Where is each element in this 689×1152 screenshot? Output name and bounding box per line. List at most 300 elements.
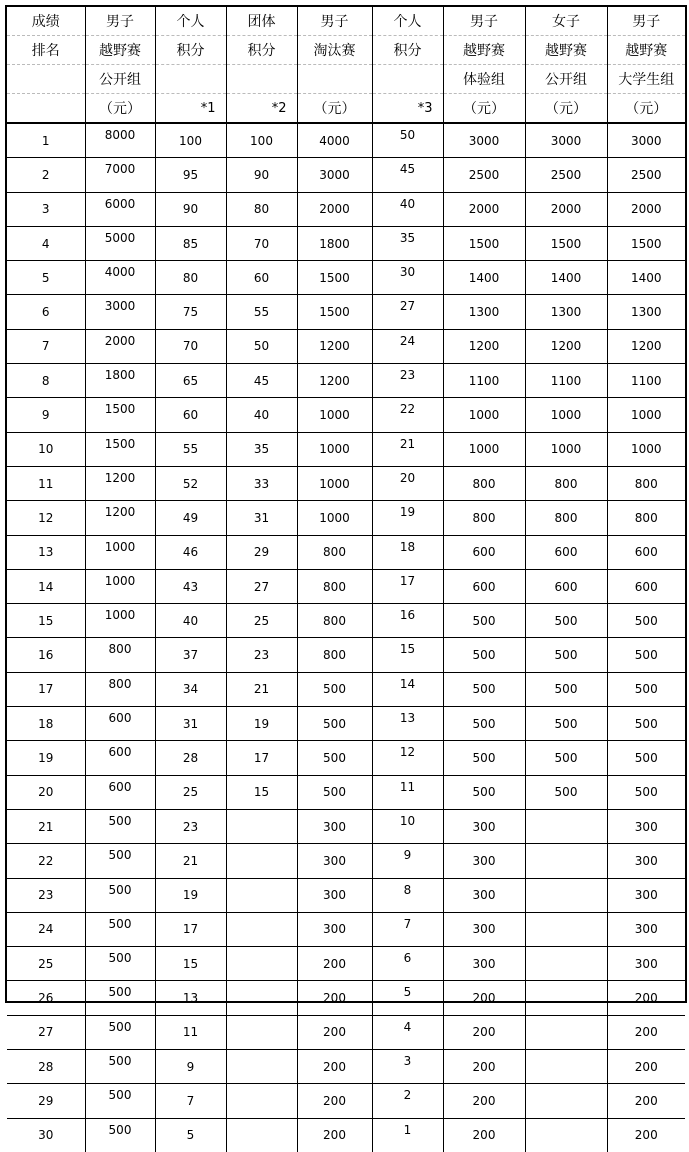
table-row [7, 432, 685, 466]
header-cell [7, 94, 85, 124]
value-cell: 200 [297, 1084, 372, 1118]
value-cell: 1200 [85, 501, 155, 535]
value-cell [226, 1084, 297, 1118]
value-cell: 15 [226, 775, 297, 809]
rank-cell: 10 [7, 432, 85, 466]
value-cell: 1500 [85, 432, 155, 466]
header-cell: 女子 [525, 7, 607, 36]
header-row [7, 94, 685, 124]
value-cell: 23 [226, 638, 297, 672]
value-cell: 1400 [607, 261, 685, 295]
value-cell: 37 [155, 638, 226, 672]
table-header [7, 7, 685, 123]
value-cell: 500 [525, 638, 607, 672]
table-row [7, 638, 685, 672]
value-cell: 1200 [297, 364, 372, 398]
value-cell: 800 [525, 466, 607, 500]
value-cell: 3000 [85, 295, 155, 329]
value-cell: 1200 [607, 329, 685, 363]
value-cell: 17 [226, 741, 297, 775]
value-cell: 22 [372, 398, 443, 432]
value-cell: 1000 [443, 398, 525, 432]
value-cell: 300 [443, 809, 525, 843]
header-cell: *3 [372, 94, 443, 124]
rank-cell: 26 [7, 981, 85, 1015]
value-cell: 45 [372, 158, 443, 192]
value-cell: 19 [372, 501, 443, 535]
rank-cell: 21 [7, 809, 85, 843]
table-row [7, 775, 685, 809]
value-cell: 11 [155, 1015, 226, 1049]
table-row [7, 123, 685, 158]
value-cell: 500 [297, 741, 372, 775]
value-cell: 1000 [525, 432, 607, 466]
value-cell [525, 912, 607, 946]
value-cell: 1400 [525, 261, 607, 295]
value-cell: 1000 [443, 432, 525, 466]
rank-cell: 19 [7, 741, 85, 775]
rank-cell: 7 [7, 329, 85, 363]
value-cell: 500 [85, 981, 155, 1015]
value-cell [226, 809, 297, 843]
value-cell: 16 [372, 604, 443, 638]
value-cell: 500 [85, 1050, 155, 1084]
value-cell: 3 [372, 1050, 443, 1084]
value-cell [226, 912, 297, 946]
value-cell: 2000 [443, 192, 525, 226]
rank-cell: 9 [7, 398, 85, 432]
value-cell: 19 [155, 878, 226, 912]
value-cell: 600 [607, 569, 685, 603]
header-cell: 男子 [607, 7, 685, 36]
value-cell: 4000 [85, 261, 155, 295]
value-cell: 40 [226, 398, 297, 432]
rank-cell: 22 [7, 844, 85, 878]
value-cell: 500 [607, 638, 685, 672]
value-cell: 600 [85, 707, 155, 741]
value-cell [226, 1015, 297, 1049]
value-cell: 3000 [607, 123, 685, 158]
header-row [7, 7, 685, 36]
rank-cell: 28 [7, 1050, 85, 1084]
value-cell: 29 [226, 535, 297, 569]
value-cell: 9 [372, 844, 443, 878]
rank-cell: 4 [7, 226, 85, 260]
header-cell: （元） [297, 94, 372, 124]
value-cell: 300 [607, 809, 685, 843]
rank-cell: 1 [7, 123, 85, 158]
value-cell: 4 [372, 1015, 443, 1049]
value-cell: 21 [155, 844, 226, 878]
value-cell: 500 [525, 672, 607, 706]
value-cell: 25 [155, 775, 226, 809]
value-cell: 45 [226, 364, 297, 398]
table-row [7, 844, 685, 878]
value-cell: 1500 [297, 261, 372, 295]
value-cell [525, 981, 607, 1015]
value-cell: 600 [443, 569, 525, 603]
value-cell: 800 [525, 501, 607, 535]
table-row [7, 707, 685, 741]
value-cell: 300 [443, 878, 525, 912]
value-cell: 25 [226, 604, 297, 638]
header-cell: 淘汰赛 [297, 36, 372, 65]
value-cell: 800 [85, 638, 155, 672]
table-row [7, 981, 685, 1015]
value-cell: 200 [297, 1118, 372, 1152]
value-cell: 300 [297, 844, 372, 878]
table-row [7, 192, 685, 226]
value-cell: 800 [297, 604, 372, 638]
value-cell: 1000 [525, 398, 607, 432]
header-cell [7, 65, 85, 94]
header-cell [372, 65, 443, 94]
value-cell: 500 [525, 775, 607, 809]
value-cell: 200 [297, 1050, 372, 1084]
header-cell: 越野赛 [443, 36, 525, 65]
rank-cell: 6 [7, 295, 85, 329]
value-cell: 35 [226, 432, 297, 466]
value-cell: 95 [155, 158, 226, 192]
header-cell: （元） [607, 94, 685, 124]
value-cell [525, 844, 607, 878]
value-cell: 600 [85, 775, 155, 809]
value-cell: 1200 [525, 329, 607, 363]
header-cell: 越野赛 [607, 36, 685, 65]
table-row [7, 604, 685, 638]
header-cell: 排名 [7, 36, 85, 65]
table-row [7, 947, 685, 981]
table-row [7, 1015, 685, 1049]
value-cell: 40 [155, 604, 226, 638]
value-cell: 1000 [85, 604, 155, 638]
table-row [7, 741, 685, 775]
value-cell: 20 [372, 466, 443, 500]
header-cell: （元） [85, 94, 155, 124]
header-cell: 团体 [226, 7, 297, 36]
value-cell: 80 [155, 261, 226, 295]
value-cell: 1000 [607, 432, 685, 466]
value-cell [525, 1050, 607, 1084]
value-cell: 800 [297, 569, 372, 603]
value-cell: 1200 [297, 329, 372, 363]
rank-cell: 20 [7, 775, 85, 809]
prize-table [5, 5, 687, 1143]
value-cell: 800 [607, 466, 685, 500]
table-row [7, 672, 685, 706]
header-cell: 大学生组 [607, 65, 685, 94]
value-cell: 300 [443, 947, 525, 981]
value-cell: 500 [443, 672, 525, 706]
rank-cell: 24 [7, 912, 85, 946]
rank-cell: 11 [7, 466, 85, 500]
value-cell: 27 [372, 295, 443, 329]
table-row [7, 569, 685, 603]
value-cell: 35 [372, 226, 443, 260]
value-cell: 500 [607, 604, 685, 638]
value-cell: 500 [297, 672, 372, 706]
value-cell: 200 [443, 1015, 525, 1049]
rank-cell: 18 [7, 707, 85, 741]
value-cell: 80 [226, 192, 297, 226]
value-cell: 200 [297, 947, 372, 981]
value-cell: 50 [226, 329, 297, 363]
value-cell: 600 [607, 535, 685, 569]
header-cell: 越野赛 [85, 36, 155, 65]
rank-cell: 17 [7, 672, 85, 706]
value-cell [226, 1050, 297, 1084]
rank-cell: 29 [7, 1084, 85, 1118]
value-cell: 23 [372, 364, 443, 398]
value-cell: 1500 [297, 295, 372, 329]
value-cell: 500 [85, 947, 155, 981]
value-cell: 200 [607, 1084, 685, 1118]
rank-cell: 16 [7, 638, 85, 672]
value-cell: 9 [155, 1050, 226, 1084]
value-cell [226, 947, 297, 981]
value-cell: 2000 [525, 192, 607, 226]
value-cell: 1200 [85, 466, 155, 500]
value-cell: 500 [297, 775, 372, 809]
value-cell: 1300 [443, 295, 525, 329]
value-cell: 200 [607, 1015, 685, 1049]
header-cell: 积分 [226, 36, 297, 65]
value-cell: 500 [85, 912, 155, 946]
rank-cell: 15 [7, 604, 85, 638]
value-cell: 500 [443, 604, 525, 638]
table-row [7, 329, 685, 363]
table-row [7, 226, 685, 260]
value-cell: 40 [372, 192, 443, 226]
value-cell: 13 [155, 981, 226, 1015]
value-cell: 12 [372, 741, 443, 775]
value-cell: 5 [372, 981, 443, 1015]
value-cell: 500 [607, 672, 685, 706]
value-cell: 52 [155, 466, 226, 500]
value-cell: 1000 [607, 398, 685, 432]
header-cell: （元） [525, 94, 607, 124]
value-cell: 1500 [443, 226, 525, 260]
value-cell: 70 [226, 226, 297, 260]
value-cell: 10 [372, 809, 443, 843]
value-cell: 7 [372, 912, 443, 946]
value-cell: 19 [226, 707, 297, 741]
value-cell: 200 [607, 981, 685, 1015]
table-row [7, 1050, 685, 1084]
value-cell: 100 [155, 123, 226, 158]
value-cell: 300 [297, 878, 372, 912]
value-cell: 21 [372, 432, 443, 466]
value-cell: 7000 [85, 158, 155, 192]
value-cell: 1100 [607, 364, 685, 398]
value-cell: 49 [155, 501, 226, 535]
value-cell: 500 [607, 775, 685, 809]
value-cell: 200 [443, 1084, 525, 1118]
header-cell: 男子 [297, 7, 372, 36]
value-cell: 200 [443, 1050, 525, 1084]
value-cell: 500 [85, 1015, 155, 1049]
rank-cell: 14 [7, 569, 85, 603]
value-cell [525, 1118, 607, 1152]
value-cell: 1800 [297, 226, 372, 260]
header-cell [155, 65, 226, 94]
value-cell: 1000 [297, 432, 372, 466]
rank-cell: 13 [7, 535, 85, 569]
value-cell: 600 [85, 741, 155, 775]
value-cell: 1 [372, 1118, 443, 1152]
value-cell: 300 [297, 912, 372, 946]
value-cell: 600 [525, 569, 607, 603]
value-cell [226, 981, 297, 1015]
header-cell: 积分 [372, 36, 443, 65]
value-cell: 28 [155, 741, 226, 775]
header-cell: （元） [443, 94, 525, 124]
rank-cell: 12 [7, 501, 85, 535]
value-cell: 18 [372, 535, 443, 569]
table-row [7, 912, 685, 946]
rank-cell: 23 [7, 878, 85, 912]
value-cell: 2000 [607, 192, 685, 226]
value-cell: 1800 [85, 364, 155, 398]
rank-cell: 25 [7, 947, 85, 981]
value-cell: 5 [155, 1118, 226, 1152]
header-cell: 体验组 [443, 65, 525, 94]
value-cell [226, 844, 297, 878]
value-cell: 34 [155, 672, 226, 706]
value-cell: 500 [85, 844, 155, 878]
value-cell: 1000 [297, 398, 372, 432]
value-cell: 300 [607, 844, 685, 878]
value-cell: 6 [372, 947, 443, 981]
value-cell: 24 [372, 329, 443, 363]
value-cell: 3000 [443, 123, 525, 158]
table-row [7, 535, 685, 569]
value-cell: 1300 [607, 295, 685, 329]
value-cell: 15 [155, 947, 226, 981]
value-cell: 15 [372, 638, 443, 672]
header-row [7, 65, 685, 94]
value-cell: 27 [226, 569, 297, 603]
value-cell [525, 809, 607, 843]
value-cell: 3000 [297, 158, 372, 192]
value-cell: 500 [525, 741, 607, 775]
value-cell: 1500 [85, 398, 155, 432]
value-cell: 2500 [525, 158, 607, 192]
value-cell: 1000 [85, 569, 155, 603]
rank-cell: 30 [7, 1118, 85, 1152]
header-cell: 男子 [443, 7, 525, 36]
table-row [7, 398, 685, 432]
value-cell: 8000 [85, 123, 155, 158]
value-cell: 1000 [297, 501, 372, 535]
value-cell: 500 [85, 1118, 155, 1152]
header-row [7, 36, 685, 65]
table-row [7, 1118, 685, 1152]
table-body [7, 123, 685, 1152]
table-row [7, 158, 685, 192]
header-cell [297, 65, 372, 94]
value-cell: 70 [155, 329, 226, 363]
value-cell: 500 [85, 1084, 155, 1118]
value-cell: 2000 [297, 192, 372, 226]
header-cell: 越野赛 [525, 36, 607, 65]
value-cell: 46 [155, 535, 226, 569]
value-cell: 8 [372, 878, 443, 912]
value-cell: 500 [607, 707, 685, 741]
value-cell: 30 [372, 261, 443, 295]
value-cell: 200 [443, 1118, 525, 1152]
value-cell: 43 [155, 569, 226, 603]
value-cell: 14 [372, 672, 443, 706]
value-cell: 300 [443, 912, 525, 946]
value-cell: 300 [297, 809, 372, 843]
value-cell: 500 [525, 604, 607, 638]
value-cell: 33 [226, 466, 297, 500]
rank-cell: 2 [7, 158, 85, 192]
header-cell [226, 65, 297, 94]
value-cell: 60 [226, 261, 297, 295]
value-cell: 200 [297, 1015, 372, 1049]
value-cell: 800 [85, 672, 155, 706]
value-cell: 500 [85, 809, 155, 843]
value-cell: 4000 [297, 123, 372, 158]
header-cell: 积分 [155, 36, 226, 65]
rank-cell: 8 [7, 364, 85, 398]
table-row [7, 295, 685, 329]
value-cell: 800 [297, 638, 372, 672]
table-row [7, 878, 685, 912]
value-cell [525, 1084, 607, 1118]
value-cell: 7 [155, 1084, 226, 1118]
value-cell: 300 [607, 878, 685, 912]
value-cell [525, 947, 607, 981]
value-cell: 500 [443, 638, 525, 672]
value-cell: 1100 [443, 364, 525, 398]
value-cell: 2 [372, 1084, 443, 1118]
value-cell: 500 [85, 878, 155, 912]
value-cell [525, 1015, 607, 1049]
value-cell: 23 [155, 809, 226, 843]
value-cell: 17 [372, 569, 443, 603]
rank-cell: 5 [7, 261, 85, 295]
value-cell: 800 [297, 535, 372, 569]
value-cell: 2500 [443, 158, 525, 192]
header-cell: 公开组 [525, 65, 607, 94]
table-row [7, 1084, 685, 1118]
value-cell: 85 [155, 226, 226, 260]
value-cell: 300 [607, 947, 685, 981]
value-cell: 500 [443, 741, 525, 775]
value-cell: 600 [525, 535, 607, 569]
header-cell: 男子 [85, 7, 155, 36]
rank-cell: 27 [7, 1015, 85, 1049]
value-cell: 500 [443, 707, 525, 741]
header-cell: 成绩 [7, 7, 85, 36]
header-cell: *2 [226, 94, 297, 124]
value-cell: 75 [155, 295, 226, 329]
value-cell: 1000 [297, 466, 372, 500]
value-cell: 90 [155, 192, 226, 226]
header-cell: 个人 [372, 7, 443, 36]
value-cell: 11 [372, 775, 443, 809]
value-cell: 100 [226, 123, 297, 158]
value-cell [525, 878, 607, 912]
value-cell: 1300 [525, 295, 607, 329]
value-cell: 6000 [85, 192, 155, 226]
value-cell: 1500 [525, 226, 607, 260]
value-cell: 2500 [607, 158, 685, 192]
value-cell: 500 [297, 707, 372, 741]
